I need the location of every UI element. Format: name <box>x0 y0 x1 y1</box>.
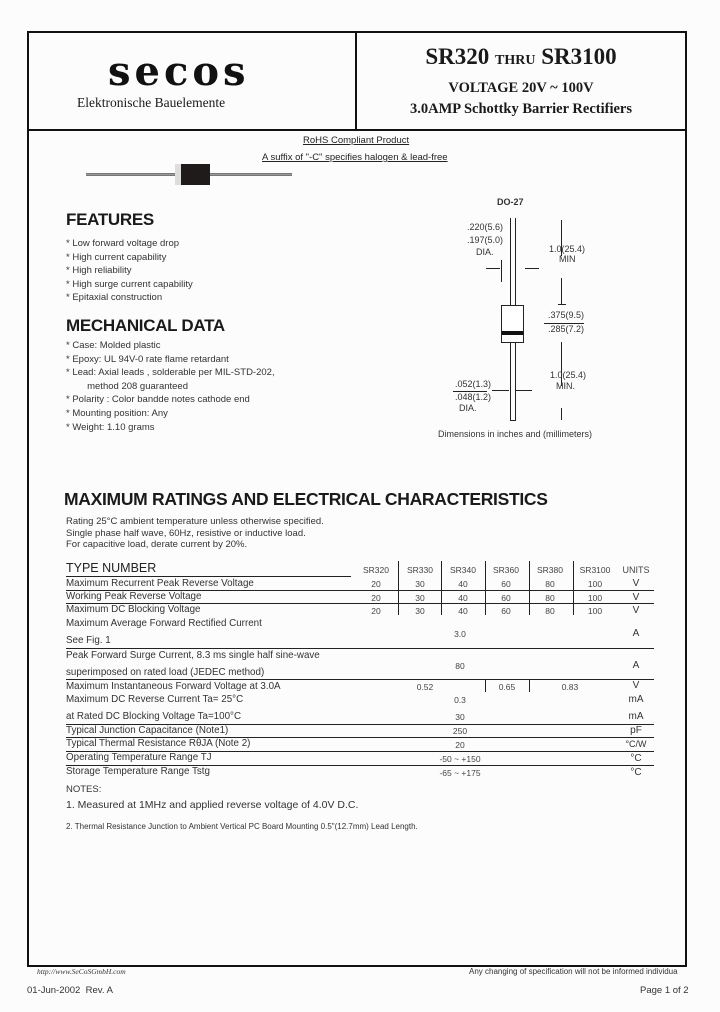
unit: mA <box>628 711 644 722</box>
unit: °C <box>630 753 642 764</box>
note-1: 1. Measured at 1MHz and applied reverse voltage of 4.0V D.C. <box>66 799 359 811</box>
col-header: SR330 <box>407 565 433 575</box>
rohs-line-2: A suffix of "-C" specifies halogen & lead-free <box>262 152 448 163</box>
ratings-heading: MAXIMUM RATINGS AND ELECTRICAL CHARACTERISTICS <box>64 489 548 509</box>
row-label-2: superimposed on rated load (JEDEC method) <box>66 667 265 678</box>
features-list <box>66 237 193 305</box>
part-from: SR320 <box>425 44 490 69</box>
row-label: Maximum DC Blocking Voltage <box>66 604 201 615</box>
mechanical-item: * Polarity : Color bandde notes cathode end <box>66 394 250 406</box>
disclaimer: Any changing of specification will not be informed individua <box>469 967 678 976</box>
lead-length-top-label: MIN <box>559 254 576 264</box>
feature-item: * High current capability <box>66 251 167 263</box>
feature-item: * High surge current capability <box>66 278 193 290</box>
mechanical-list <box>66 339 275 434</box>
col-header: SR380 <box>537 565 563 575</box>
mechanical-item: * Weight: 1.10 grams <box>66 421 155 433</box>
mechanical-item: * Epoxy: UL 94V-0 rate flame retardant <box>66 353 229 365</box>
col-header: SR340 <box>450 565 476 575</box>
cell: -65 ~ +175 <box>439 768 481 778</box>
mechanical-item: * Mounting position: Any <box>66 407 168 419</box>
cell: 80 <box>545 593 555 603</box>
col-header: SR360 <box>493 565 519 575</box>
unit: A <box>632 660 640 671</box>
body-length-min: .285(7.2) <box>548 324 585 334</box>
features-heading: FEATURES <box>66 210 154 229</box>
document-title <box>356 44 686 70</box>
mechanical-item: * Lead: Axial leads , solderable per MIL-STD-202, <box>66 367 275 379</box>
notes-heading: NOTES: <box>66 784 102 795</box>
cell: 100 <box>587 593 603 603</box>
header-bottom-rule <box>27 129 687 131</box>
cell: 30 <box>415 593 425 603</box>
note-2: 2. Thermal Resistance Junction to Ambient Vertical PC Board Mounting 0.5"(12.7mm) Lead Length. <box>66 822 418 831</box>
type-number-header: TYPE NUMBER <box>66 561 157 575</box>
cell: 3.0 <box>454 629 466 639</box>
product-description: 3.0AMP Schottky Barrier Rectifiers <box>409 101 632 117</box>
cell: 0.52 <box>416 682 434 692</box>
company-logo: secos <box>108 48 250 95</box>
unit: V <box>632 680 640 691</box>
unit: mA <box>628 694 644 705</box>
date-revision: 01-Jun-2002 Rev. A <box>27 985 113 996</box>
cell: -50 ~ +150 <box>439 754 481 764</box>
cell: 60 <box>501 606 511 616</box>
body-dia-max: .220(5.6) <box>467 222 504 232</box>
row-label: at Rated DC Blocking Voltage Ta=100°C <box>66 711 242 722</box>
feature-item: * Epitaxial construction <box>66 292 163 304</box>
lead-length-top: 1.0(25.4) <box>549 244 586 254</box>
cell: 20 <box>371 579 381 589</box>
lead-length-bottom: 1.0(25.4) <box>550 370 587 380</box>
cell: 100 <box>587 606 603 616</box>
mechanical-heading: MECHANICAL DATA <box>66 316 225 335</box>
cell: 20 <box>371 606 381 616</box>
unit: V <box>632 578 640 589</box>
unit: V <box>632 592 640 603</box>
body-length-max: .375(9.5) <box>548 310 585 320</box>
unit: A <box>632 628 640 639</box>
condition-line: Single phase half wave, 60Hz, resistive or inductive load. <box>66 527 306 539</box>
part-to: SR3100 <box>541 44 617 69</box>
cell: 30 <box>455 712 465 722</box>
rohs-line-1: RoHS Compliant Product <box>303 135 410 146</box>
thru-label: THRU <box>495 53 536 68</box>
feature-item: * High reliability <box>66 265 132 277</box>
lead-dia-max: .052(1.3) <box>455 379 492 389</box>
row-label: Peak Forward Surge Current, 8.3 ms single half sine-wave <box>66 650 320 661</box>
cell: 60 <box>501 593 511 603</box>
condition-line: For capacitive load, derate current by 20%. <box>66 539 248 550</box>
diode-illustration-icon <box>86 162 292 186</box>
col-header: SR320 <box>363 565 389 575</box>
cell: 100 <box>587 579 603 589</box>
unit: V <box>632 605 640 616</box>
cell: 20 <box>455 740 465 750</box>
dimensions-caption: Dimensions in inches and (millimeters) <box>438 429 593 439</box>
cell: 80 <box>545 579 555 589</box>
unit: °C/W <box>625 739 647 749</box>
row-label: Maximum Instantaneous Forward Voltage at 3.0A <box>66 681 281 692</box>
mechanical-item: method 208 guaranteed <box>66 380 189 392</box>
feature-item: * Low forward voltage drop <box>66 238 180 249</box>
row-label: Maximum Average Forward Rectified Current <box>66 618 262 629</box>
page-number: Page 1 of 2 <box>640 985 689 996</box>
cell: 0.3 <box>454 695 466 705</box>
unit: °C <box>630 767 642 778</box>
voltage-range: VOLTAGE 20V ~ 100V <box>448 80 594 96</box>
cell: 250 <box>452 726 468 736</box>
units-header: UNITS <box>622 565 650 575</box>
row-label: Storage Temperature Range Tstg <box>66 766 210 777</box>
cell: 0.65 <box>498 682 516 692</box>
cell: 60 <box>501 579 511 589</box>
rating-conditions <box>66 516 324 551</box>
body-dia-label: DIA. <box>476 247 494 257</box>
website-link[interactable]: http://www.SeCoSGmbH.com <box>37 967 126 976</box>
row-label: Maximum DC Reverse Current Ta= 25°C <box>66 694 244 705</box>
row-label-2: See Fig. 1 <box>66 635 111 646</box>
cell: 30 <box>415 606 425 616</box>
cell: 40 <box>458 579 468 589</box>
cell: 80 <box>455 661 465 671</box>
cell: 40 <box>458 606 468 616</box>
lead-dia-label: DIA. <box>459 403 477 413</box>
unit: pF <box>630 725 642 736</box>
package-outline-drawing <box>420 190 620 450</box>
row-label: Working Peak Reverse Voltage <box>66 591 202 602</box>
col-header: SR3100 <box>579 565 611 575</box>
mechanical-item: * Case: Molded plastic <box>66 340 161 351</box>
body-dia-min: .197(5.0) <box>467 235 504 245</box>
row-label: Operating Temperature Range TJ <box>66 752 212 763</box>
cell: 20 <box>371 593 381 603</box>
lead-length-bottom-label: MIN. <box>556 381 575 391</box>
cell: 0.83 <box>561 682 579 692</box>
lead-dia-min: .048(1.2) <box>455 392 492 402</box>
cell: 30 <box>415 579 425 589</box>
row-label: Typical Thermal Resistance RθJA (Note 2) <box>66 738 251 749</box>
cell: 80 <box>545 606 555 616</box>
cell: 40 <box>458 593 468 603</box>
row-label: Typical Junction Capacitance (Note1) <box>66 725 229 736</box>
condition-line: Rating 25°C ambient temperature unless otherwise specified. <box>66 516 324 527</box>
package-name: DO-27 <box>497 197 524 207</box>
row-label: Maximum Recurrent Peak Reverse Voltage <box>66 578 254 589</box>
company-tagline: Elektronische Bauelemente <box>77 95 226 110</box>
